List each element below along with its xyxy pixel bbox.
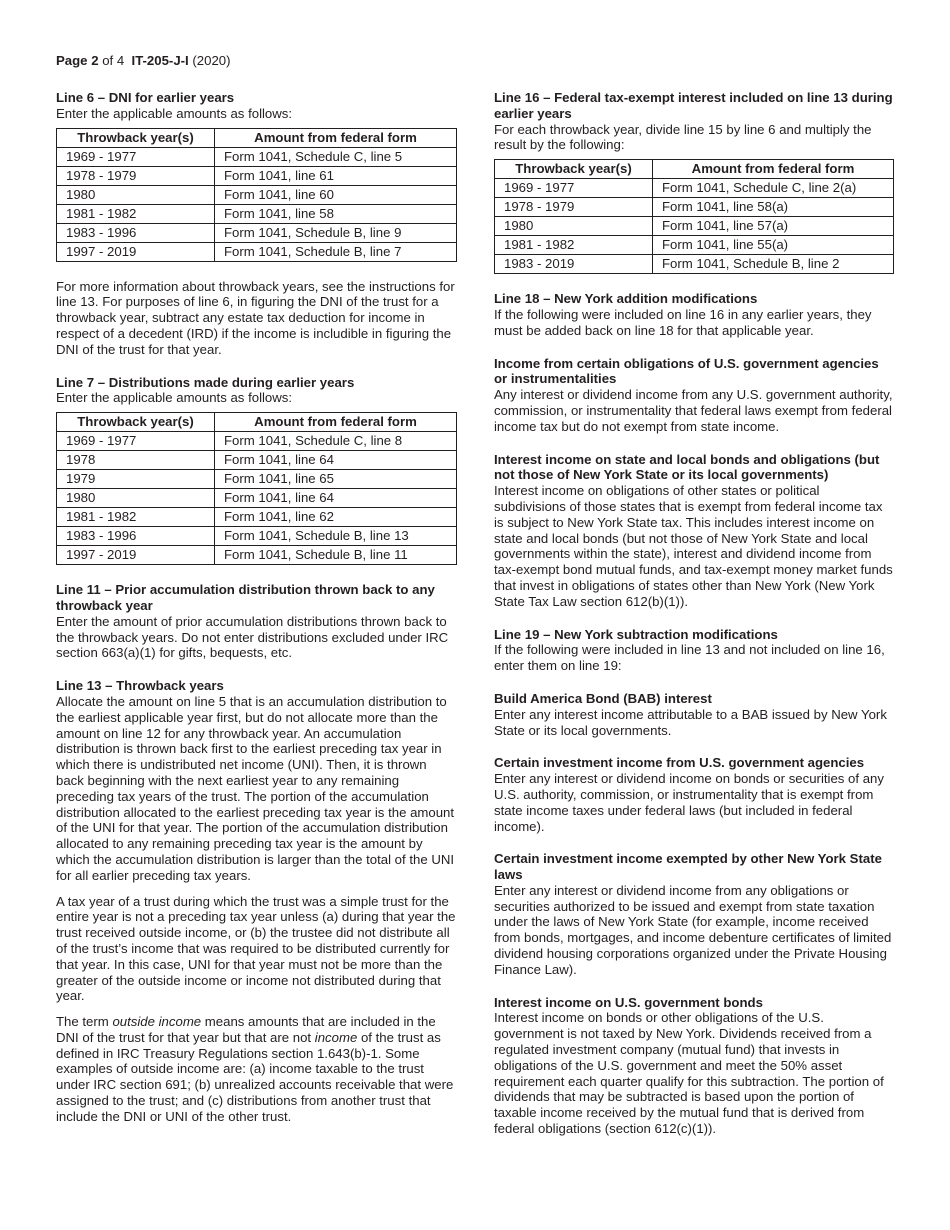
table-row [57, 223, 457, 242]
table-row [57, 451, 457, 470]
federal-form-cell: Form 1041, line 55(a) [653, 236, 894, 255]
us-bonds-heading: Interest income on U.S. government bonds [494, 994, 763, 1010]
throwback-year-cell: 1981 - 1982 [57, 204, 215, 223]
throwback-year-cell: 1980 [57, 489, 215, 508]
federal-form-cell: Form 1041, line 58(a) [653, 198, 894, 217]
line18-heading: Line 18 – New York addition modifications [494, 291, 758, 307]
table-row [495, 179, 894, 198]
agencies-text: Enter any interest or dividend income on bonds or securities of any U.S. authority, commission, or instrumentality that is exempt from state income taxes under federal laws (but included in federal income). [494, 771, 884, 834]
federal-form-cell: Form 1041, line 65 [215, 470, 457, 489]
page-header [56, 53, 231, 69]
left-column [56, 90, 457, 1135]
right-column [494, 90, 894, 1154]
line7-heading: Line 7 – Distributions made during earlier years [56, 374, 355, 390]
line11-text: Enter the amount of prior accumulation distributions thrown back to the throwback years. Do not enter distributions excluded under IRC section 663(a)(1) for gifts, bequests, etc. [56, 613, 449, 661]
throwback-year-cell: 1981 - 1982 [495, 236, 653, 255]
throwback-year-cell: 1983 - 2019 [495, 255, 653, 274]
federal-form-cell: Form 1041, Schedule C, line 2(a) [653, 179, 894, 198]
form-id: IT-205-J-I [131, 53, 189, 68]
line16-section [494, 90, 894, 274]
throwback-year-cell: 1997 - 2019 [57, 546, 215, 565]
line13-section [56, 678, 457, 1125]
table-row [57, 242, 457, 261]
obligations-section [494, 356, 894, 435]
throwback-year-cell: 1969 - 1977 [57, 432, 215, 451]
line6-section [56, 90, 457, 262]
table-row [57, 546, 457, 565]
text-run: The term [56, 1014, 113, 1030]
exempted-text: Enter any interest or dividend income from any obligations or securities authorized to be issued and exempt from state taxation under the laws of New York State (for example, income received from bonds, mortgages, and income debenture certificates of limited dividend housing corporations organized under the Private Housing Finance Law). [494, 882, 892, 977]
col-throwback-year: Throwback year(s) [57, 413, 215, 432]
federal-form-cell: Form 1041, line 64 [215, 489, 457, 508]
line19-heading: Line 19 – New York subtraction modifications [494, 626, 778, 642]
state-local-section [494, 452, 894, 610]
line16-table [494, 159, 894, 274]
page-count: of 4 [102, 53, 125, 68]
table-row [57, 147, 457, 166]
col-federal-form: Amount from federal form [215, 128, 457, 147]
throwback-year-cell: 1981 - 1982 [57, 508, 215, 527]
line11-heading: Line 11 – Prior accumulation distribution thrown back to any throwback year [56, 582, 435, 613]
table-row [57, 527, 457, 546]
line16-heading: Line 16 – Federal tax-exempt interest included on line 13 during earlier years [494, 90, 893, 121]
form-year: (2020) [192, 53, 231, 68]
col-federal-form: Amount from federal form [653, 160, 894, 179]
table-row [57, 508, 457, 527]
exempted-heading: Certain investment income exempted by other New York State laws [494, 851, 882, 883]
table-header-row [495, 160, 894, 179]
table-row [495, 236, 894, 255]
us-bonds-section [494, 995, 894, 1137]
throwback-year-cell: 1997 - 2019 [57, 242, 215, 261]
line6-heading: Line 6 – DNI for earlier years [56, 90, 235, 105]
line18-section [494, 291, 894, 338]
federal-form-cell: Form 1041, Schedule B, line 2 [653, 255, 894, 274]
state-local-heading: Interest income on state and local bonds and obligations (but not those of New York State or its local governments) [494, 451, 880, 483]
line13-paragraph-1: Allocate the amount on line 5 that is an accumulation distribution to the earliest applicable year first, but do not allocate more than the amount on line 12 for any throwback year. An accumulation distribution is thrown back first to the earliest preceding tax year in which there is undistributed net income (UNI). Then, it is thrown back beginning with the next earliest year to any remaining preceding tax years of the trust. The portion of the accumulation distribution allocated to the earliest preceding tax year is the amount of the UNI for that year. The portion of the accumulation distribution allocated to any remaining preceding tax year is the amount by which the accumulation distribution is larger than the total of the UNI for all earlier preceding tax years. [56, 693, 455, 883]
line13-heading: Line 13 – Throwback years [56, 678, 224, 694]
exempted-section [494, 851, 894, 977]
table-header-row [57, 413, 457, 432]
table-row [57, 489, 457, 508]
bab-section [494, 691, 894, 738]
line16-intro: For each throwback year, divide line 15 by line 6 and multiply the result by the following: [494, 121, 872, 153]
table-row [495, 255, 894, 274]
line6-intro: Enter the applicable amounts as follows: [56, 105, 293, 121]
line6-table [56, 128, 457, 262]
federal-form-cell: Form 1041, Schedule C, line 8 [215, 432, 457, 451]
table-row [495, 217, 894, 236]
col-throwback-year: Throwback year(s) [495, 160, 653, 179]
line7-section [56, 375, 457, 566]
throwback-year-cell: 1978 [57, 451, 215, 470]
throwback-year-cell: 1980 [57, 185, 215, 204]
federal-form-cell: Form 1041, line 58 [215, 204, 457, 223]
bab-text: Enter any interest income attributable to a BAB issued by New York State or its local governments. [494, 706, 887, 738]
line16-rows [495, 179, 894, 274]
line6-rows [57, 147, 457, 261]
line7-intro: Enter the applicable amounts as follows: [56, 390, 293, 406]
text-run: means amounts that are included in the DNI of the trust for that year but that are not [56, 1014, 436, 1045]
throwback-year-cell: 1978 - 1979 [57, 166, 215, 185]
line7-table [56, 412, 457, 565]
throwback-year-cell: 1978 - 1979 [495, 198, 653, 217]
emphasis-outside-income: outside income [112, 1014, 202, 1030]
table-row [495, 198, 894, 217]
line6-note: For more information about throwback years, see the instructions for line 13. For purposes of line 6, in figuring the DNI of the trust for a throwback year, subtract any estate tax deduction for income in respect of a decedent (IRD) if the income is includible in figuring the DNI of the trust for that year. [56, 278, 455, 357]
federal-form-cell: Form 1041, line 62 [215, 508, 457, 527]
emphasis-income: income [314, 1029, 358, 1045]
federal-form-cell: Form 1041, line 60 [215, 185, 457, 204]
obligations-text: Any interest or dividend income from any U.S. government authority, commission, or instrumentality that federal laws exempt from federal income tax but do not exempt from state income. [494, 387, 893, 434]
page-label: Page [56, 53, 88, 68]
federal-form-cell: Form 1041, line 61 [215, 166, 457, 185]
federal-form-cell: Form 1041, line 57(a) [653, 217, 894, 236]
throwback-year-cell: 1983 - 1996 [57, 527, 215, 546]
throwback-year-cell: 1983 - 1996 [57, 223, 215, 242]
line11-section [56, 582, 457, 661]
agencies-heading: Certain investment income from U.S. government agencies [494, 755, 865, 771]
table-row [57, 204, 457, 223]
table-header-row [57, 128, 457, 147]
throwback-year-cell: 1969 - 1977 [57, 147, 215, 166]
table-row [57, 166, 457, 185]
federal-form-cell: Form 1041, line 64 [215, 451, 457, 470]
federal-form-cell: Form 1041, Schedule B, line 9 [215, 223, 457, 242]
throwback-year-cell: 1979 [57, 470, 215, 489]
line18-text: If the following were included on line 16 in any earlier years, they must be added back on line 18 for that applicable year. [494, 306, 872, 338]
federal-form-cell: Form 1041, Schedule B, line 11 [215, 546, 457, 565]
federal-form-cell: Form 1041, Schedule C, line 5 [215, 147, 457, 166]
col-throwback-year: Throwback year(s) [57, 128, 215, 147]
throwback-year-cell: 1980 [495, 217, 653, 236]
line7-rows [57, 432, 457, 565]
throwback-year-cell: 1969 - 1977 [495, 179, 653, 198]
obligations-heading: Income from certain obligations of U.S. government agencies or instrumentalities [494, 355, 879, 387]
line13-paragraph-3 [56, 1014, 457, 1125]
federal-form-cell: Form 1041, Schedule B, line 7 [215, 242, 457, 261]
line19-text: If the following were included in line 13 and not included on line 16, enter them on line 19: [494, 642, 885, 674]
bab-heading: Build America Bond (BAB) interest [494, 690, 712, 706]
line19-section [494, 627, 894, 674]
table-row [57, 470, 457, 489]
table-row [57, 185, 457, 204]
federal-form-cell: Form 1041, Schedule B, line 13 [215, 527, 457, 546]
col-federal-form: Amount from federal form [215, 413, 457, 432]
us-bonds-text: Interest income on bonds or other obligations of the U.S. government is not taxed by New York. Dividends received from a regulated investment company (mutual fund) that invests in obligations of the U.S. government and meet the 50% asset requirement each quarter qualify for this subtraction. The portion of dividends that may be subtracted is based upon the portion of taxable income received by the mutual fund that is derived from federal obligations (section 612(c)(1)). [494, 1010, 884, 1137]
table-row [57, 432, 457, 451]
line13-paragraph-2: A tax year of a trust during which the trust was a simple trust for the entire year is not a preceding tax year unless (a) during that year the trust received outside income, or (b) the trustee did not distribute all of the trust’s income that was required to be distributed currently for that year. In this case, UNI for that year must not be more than the greater of the outside income or income not distributed during that year. [56, 893, 456, 1004]
text-run: of the trust as defined in IRC Treasury Regulations section 1.643(b)-1. Some examples of outside income are: (a) income taxable to the trust under IRC section 691; (b) unrealized accounts receivable that were assigned to the trust; and (c) distributions from another trust that include the DNI or UNI of the other trust. [56, 1029, 454, 1124]
state-local-text: Interest income on obligations of other states or political subdivisions of those states that is exempt from federal income tax is subject to New York State tax. This includes interest income on state and local bonds (but not those of New York State and local governments within the state), interest and dividend income from tax-exempt bond mutual funds, and tax-exempt money market funds that invest in obligations of states other than New York (New York State Tax Law section 612(b)(1)). [494, 483, 893, 609]
agencies-section [494, 755, 894, 834]
page-number: 2 [91, 53, 99, 68]
